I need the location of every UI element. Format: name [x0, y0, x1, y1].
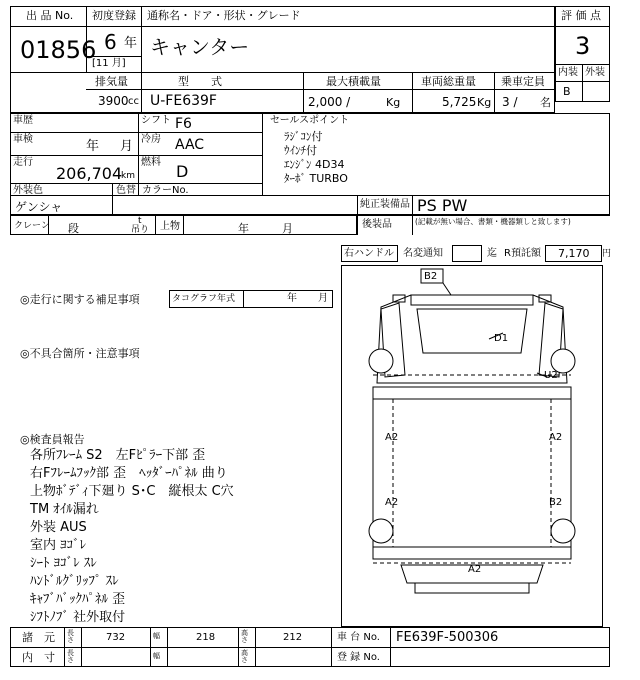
sales-point-line: ｳｲﾝﾁ付 — [284, 144, 317, 157]
crane-stage: 段 — [68, 222, 79, 235]
crane-lift: 吊り — [131, 225, 150, 235]
aftermarket-note: (記載が無い場合、書類・機器類しと致します) — [415, 217, 571, 226]
score: 3 — [575, 32, 591, 60]
inspector-line: ｷｬﾌﾞﾊﾞｯｸﾊﾟﾈﾙ 歪 — [30, 592, 126, 607]
inspector-line: 右Fﾌﾚｰﾑﾌｯｸ部 歪 ﾍｯﾀﾞｰﾊﾟﾈﾙ 曲り — [30, 466, 228, 481]
mileage: 206,704 — [56, 164, 123, 183]
sales-point-line: ｴﾝｼﾞﾝ 4D34 — [284, 158, 345, 171]
exterior-label: 外装 — [585, 67, 605, 78]
gvw: 5,725 — [442, 95, 477, 109]
score-label: 評 価 点 — [561, 9, 601, 22]
length: 732 — [106, 632, 126, 643]
sales-point-line: ﾗｼﾞｺﾝ付 — [284, 130, 323, 143]
sales-points-label: セールスポイント — [270, 115, 350, 126]
history-label: 車歴 — [13, 115, 33, 126]
deadline-label: 迄 — [487, 248, 497, 259]
inner-dims-label: 内 寸 — [22, 651, 55, 664]
shift: F6 — [175, 116, 192, 132]
mileage-unit: km — [121, 171, 135, 181]
body-year: 年 — [238, 222, 249, 235]
damage-mark-d1: D1 — [494, 333, 509, 344]
width: 218 — [196, 632, 216, 643]
inspector-line: 外装 AUS — [30, 520, 87, 535]
car-name: キャンター — [150, 35, 250, 59]
damage-mark-a2-right: A2 — [549, 432, 563, 443]
defects-label: ◎不具合箇所・注意事項 — [20, 347, 140, 360]
interior-grade: B — [563, 85, 571, 98]
ext-color: ゲンシャ — [15, 200, 63, 214]
right-hand-label: 右ハンドル — [344, 248, 394, 259]
shift-label: シフト — [141, 115, 171, 126]
model-label: 型 式 — [178, 75, 222, 88]
damage-mark-a2-left: A2 — [385, 432, 399, 443]
inspector-line: 各所ﾌﾚｰﾑ S2 左Fﾋﾟﾗｰ下部 歪 — [30, 448, 206, 463]
height-label: 高さ — [241, 629, 248, 644]
name-change-date-box — [452, 245, 482, 262]
maxload-label: 最大積載量 — [326, 75, 381, 88]
inner-width-label: 幅 — [153, 652, 160, 660]
inspector-line: 室内 ﾖｺﾞﾚ — [30, 538, 87, 553]
ac-label: 冷房 — [141, 134, 161, 145]
name-label: 通称名・ドア・形状・グレード — [147, 9, 301, 22]
running-notes-label: ◎走行に関する補足事項 — [20, 293, 140, 306]
interior-label: 内装 — [558, 67, 578, 78]
gvw-unit: Kg — [477, 96, 492, 109]
inspection-month: 月 — [120, 139, 134, 154]
gvw-label: 車両総重量 — [421, 75, 476, 88]
fuel: D — [176, 162, 189, 181]
inspector-line: ｼﾌﾄﾉﾌﾞ 社外取付 — [30, 610, 126, 625]
stock-no: 01856 — [20, 36, 97, 64]
capacity-unit: 名 — [540, 96, 551, 109]
inspector-line: ｼｰﾄ ﾖｺﾞﾚ ｽﾚ — [30, 556, 97, 571]
damage-mark-a2-rear: A2 — [468, 564, 482, 575]
inspection-label: 車検 — [13, 134, 33, 145]
inner-height-label: 高さ — [241, 649, 248, 664]
maxload: 2,000 / — [308, 95, 351, 109]
r-deposit-unit: 円 — [602, 249, 612, 259]
displacement-label: 排気量 — [95, 75, 128, 88]
name-change-label: 名変通知 — [403, 248, 443, 259]
first-reg-month: [11 月] — [92, 58, 126, 69]
chassis-no: FE639F-500306 — [396, 630, 499, 645]
color-code-label: カラーNo. — [142, 185, 189, 196]
ext-color-label: 外装色 — [13, 185, 43, 196]
inspector-line: TM ｵｲﾙ漏れ — [30, 502, 99, 517]
damage-mark-b2-right: B2 — [549, 497, 563, 508]
chassis-label: 車 台 No. — [337, 632, 380, 643]
capacity: 3 / — [502, 95, 518, 109]
year-number: 6 — [104, 30, 117, 54]
reg-no-label: 登 録 No. — [337, 652, 380, 663]
model: U-FE639F — [150, 93, 217, 109]
body-month: 月 — [282, 222, 293, 235]
inspector-report-label: ◎検査員報告 — [20, 433, 85, 446]
tacho-label: タコグラフ年式 — [172, 294, 236, 304]
crane-ton: t — [138, 216, 142, 226]
mileage-label: 走行 — [13, 157, 33, 168]
aftermarket-label: 後装品 — [362, 219, 392, 230]
r-deposit: 7,170 — [558, 247, 590, 260]
sales-point-line: ﾀｰﾎﾞ TURBO — [284, 172, 348, 185]
year-unit: 年 — [124, 36, 138, 51]
genuine-equipment-label: 純正装備品 — [360, 199, 410, 210]
displacement: 3900 — [98, 94, 129, 108]
inspector-line: ﾊﾝﾄﾞﾙｸﾞﾘｯﾌﾟ ｽﾚ — [30, 574, 119, 589]
dims-label: 諸 元 — [22, 631, 55, 644]
length-label: 長さ — [67, 629, 74, 644]
maxload-unit: Kg — [386, 96, 401, 109]
height: 212 — [283, 632, 303, 643]
damage-mark-a2-left-rear: A2 — [385, 497, 399, 508]
stock-no-label: 出 品 No. — [26, 9, 74, 22]
capacity-label: 乗車定員 — [501, 75, 545, 88]
inner-length-label: 長さ — [67, 649, 74, 664]
damage-mark-b2-front: B2 — [424, 271, 438, 282]
displacement-unit: cc — [128, 96, 139, 107]
crane-label: クレーン — [14, 221, 50, 231]
fuel-label: 燃料 — [141, 157, 161, 168]
body-label: 上物 — [160, 221, 180, 232]
tacho-year: 年 — [287, 293, 297, 304]
width-label: 幅 — [153, 632, 160, 640]
damage-mark-u2: U2 — [544, 370, 558, 381]
inspector-line: 上物ﾎﾞﾃﾞｨ下廻り S･C 縦根太 C穴 — [30, 484, 234, 499]
r-deposit-label: R預託額 — [504, 248, 541, 259]
ac: AAC — [175, 137, 205, 153]
tacho-month: 月 — [318, 293, 328, 304]
color-change-label: 色替 — [116, 185, 136, 196]
first-reg-label: 初度登録 — [92, 9, 136, 22]
genuine-equipment: PS PW — [417, 196, 468, 215]
inspection-year: 年 — [86, 139, 100, 154]
